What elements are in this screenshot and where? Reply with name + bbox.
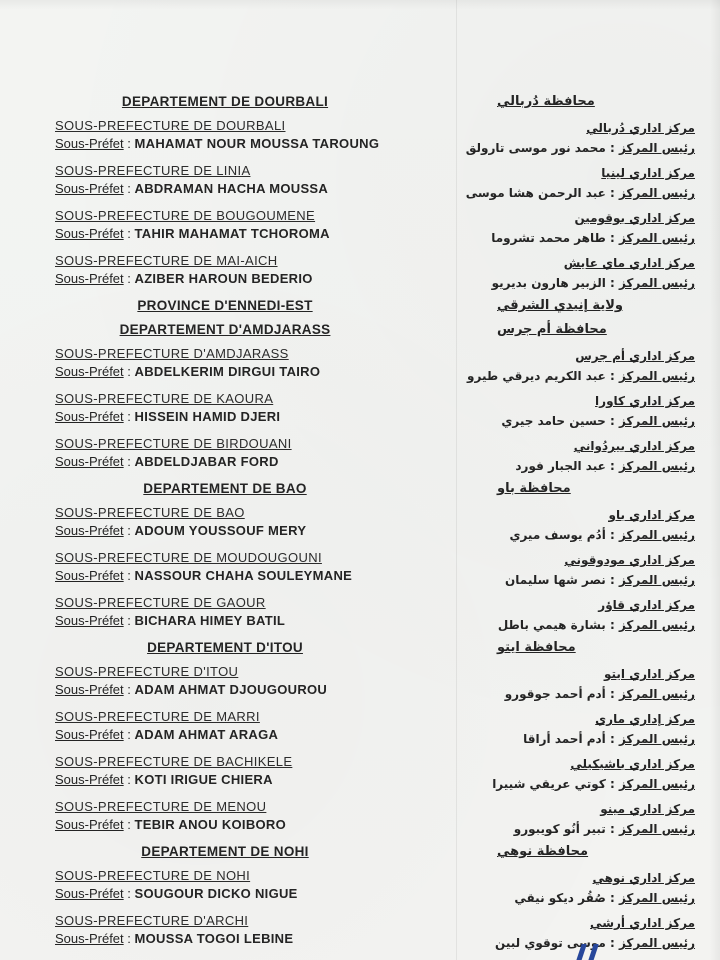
heading-col-ar: [457, 639, 695, 657]
subprefecture-title-fr-text: SOUS-PREFECTURE DE MARRI: [55, 709, 260, 724]
subprefecture-row: [55, 162, 695, 202]
heading-title-ar: [457, 321, 695, 339]
center-head-label-ar: رئيس المركز: [618, 276, 695, 290]
prefect-label-fr: Sous-Préfet: [55, 817, 124, 832]
colon-separator: :: [123, 523, 135, 538]
colon-separator: :: [605, 618, 619, 632]
prefect-name-fr: SOUGOUR DICKO NIGUE: [134, 886, 298, 901]
center-head-line-ar: [457, 139, 695, 157]
subprefecture-title-fr: [55, 207, 457, 225]
colon-separator: :: [605, 141, 619, 155]
colon-separator: :: [605, 276, 619, 290]
prefect-name-fr: ABDRAMAN HACHA MOUSSA: [134, 181, 329, 196]
admin-center-title-ar: [457, 869, 695, 887]
prefect-label-fr: Sous-Préfet: [55, 364, 124, 379]
prefect-name-fr: ABDELDJABAR FORD: [134, 454, 279, 469]
colon-separator: :: [123, 682, 135, 697]
heading-row: [55, 93, 695, 111]
heading-title-fr: [55, 843, 395, 861]
entry-col-fr: [55, 207, 457, 243]
prefect-line-fr: [55, 930, 457, 948]
prefect-line-fr: [55, 522, 457, 540]
admin-center-title-ar: [457, 164, 695, 182]
heading-title-fr: [55, 321, 395, 339]
center-head-line-ar: [457, 571, 695, 589]
subprefecture-title-fr: [55, 912, 457, 930]
center-head-name-ar: طاهر محمد تشروما: [491, 231, 606, 245]
colon-separator: :: [605, 822, 619, 836]
colon-separator: :: [123, 613, 135, 628]
subprefecture-title-fr: [55, 549, 457, 567]
entry-col-ar: [457, 867, 695, 907]
center-head-name-ar: محمد نور موسى تارولق: [465, 141, 606, 155]
subprefecture-row: [55, 345, 695, 385]
heading-col-fr: [55, 321, 457, 339]
entry-col-fr: [55, 435, 457, 471]
center-head-name-ar: كوتي عريقي شييرا: [492, 777, 606, 791]
subprefecture-row: [55, 867, 695, 907]
colon-separator: :: [123, 886, 135, 901]
entry-col-ar: [457, 504, 695, 544]
admin-center-title-ar: [457, 209, 695, 227]
heading-col-fr: [55, 639, 457, 657]
heading-title-fr-text: PROVINCE D'ENNEDI-EST: [137, 298, 313, 313]
center-head-label-ar: رئيس المركز: [618, 528, 695, 542]
subprefecture-row: [55, 252, 695, 292]
colon-separator: :: [605, 414, 619, 428]
heading-title-ar-text: محافظة نوهي: [497, 844, 589, 859]
center-head-name-ar: أدم أحمد أراقا: [523, 732, 606, 746]
subprefecture-row: [55, 798, 695, 838]
heading-col-ar: [457, 843, 695, 861]
subprefecture-title-fr: [55, 252, 457, 270]
prefect-line-fr: [55, 885, 457, 903]
entry-col-ar: [457, 594, 695, 634]
subprefecture-title-fr-text: SOUS-PREFECTURE DE GAOUR: [55, 595, 266, 610]
colon-separator: :: [605, 687, 619, 701]
center-head-name-ar: تبير أنُو كويبورو: [513, 822, 606, 836]
entry-col-ar: [457, 435, 695, 475]
admin-center-title-ar: [457, 506, 695, 524]
admin-center-title-ar: [457, 437, 695, 455]
center-head-line-ar: [457, 889, 695, 907]
heading-title-ar-text: محافظة ايتو: [497, 640, 576, 655]
prefect-name-fr: ADAM AHMAT DJOUGOUROU: [134, 682, 328, 697]
prefect-label-fr: Sous-Préfet: [55, 271, 124, 286]
admin-center-title-ar-text: مركز اداري أرشي: [590, 916, 695, 930]
subprefecture-title-fr-text: SOUS-PREFECTURE DE BIRDOUANI: [55, 436, 292, 451]
entry-col-fr: [55, 549, 457, 585]
entry-col-fr: [55, 117, 457, 153]
subprefecture-row: [55, 504, 695, 544]
subprefecture-title-fr: [55, 867, 457, 885]
admin-center-title-ar-text: مركز اداري باو: [608, 508, 695, 522]
prefect-name-fr: TAHIR MAHAMAT TCHOROMA: [134, 226, 330, 241]
center-head-label-ar: رئيس المركز: [618, 822, 695, 836]
heading-title-fr-text: DEPARTEMENT DE NOHI: [141, 844, 309, 859]
subprefecture-title-fr-text: SOUS-PREFECTURE DE MOUDOUGOUNI: [55, 550, 322, 565]
center-head-label-ar: رئيس المركز: [618, 732, 695, 746]
subprefecture-title-fr: [55, 753, 457, 771]
admin-center-title-ar-text: مركز اداري لينيا: [601, 166, 695, 180]
heading-title-fr-text: DEPARTEMENT DE DOURBALI: [121, 94, 329, 109]
subprefecture-title-fr-text: SOUS-PREFECTURE D'ITOU: [55, 664, 239, 679]
subprefecture-title-fr: [55, 345, 457, 363]
colon-separator: :: [123, 772, 135, 787]
center-head-label-ar: رئيس المركز: [618, 891, 695, 905]
admin-center-title-ar-text: مركز اداري ايتو: [603, 667, 695, 681]
subprefecture-title-fr-text: SOUS-PREFECTURE DE BACHIKELE: [55, 754, 293, 769]
center-head-name-ar: أدُم يوسف ميري: [509, 528, 606, 542]
entry-col-fr: [55, 798, 457, 834]
center-head-label-ar: رئيس المركز: [618, 573, 695, 587]
admin-center-title-ar: [457, 665, 695, 683]
heading-title-ar: [457, 297, 695, 315]
subprefecture-title-fr-text: SOUS-PREFECTURE DE BAO: [55, 505, 245, 520]
prefect-line-fr: [55, 270, 457, 288]
center-head-line-ar: [457, 457, 695, 475]
entry-col-fr: [55, 504, 457, 540]
center-head-name-ar: بشارة هيمي باطل: [497, 618, 606, 632]
subprefecture-title-fr-text: SOUS-PREFECTURE DE NOHI: [55, 868, 251, 883]
blue-ink-mark: [570, 944, 604, 960]
heading-title-ar-text: محافظة باو: [497, 481, 571, 496]
center-head-label-ar: رئيس المركز: [618, 369, 695, 383]
prefect-line-fr: [55, 612, 457, 630]
heading-col-fr: [55, 297, 457, 315]
admin-center-title-ar: [457, 119, 695, 137]
subprefecture-title-fr: [55, 435, 457, 453]
center-head-name-ar: موسى توقوي لبين: [495, 936, 606, 950]
prefect-label-fr: Sous-Préfet: [55, 226, 124, 241]
entry-col-fr: [55, 594, 457, 630]
colon-separator: :: [123, 409, 135, 424]
center-head-label-ar: رئيس المركز: [618, 414, 695, 428]
colon-separator: :: [605, 936, 619, 950]
colon-separator: :: [605, 231, 619, 245]
entry-col-ar: [457, 345, 695, 385]
prefect-name-fr: ADAM AHMAT ARAGA: [134, 727, 279, 742]
center-head-line-ar: [457, 730, 695, 748]
prefect-name-fr: ADOUM YOUSSOUF MERY: [134, 523, 307, 538]
center-head-label-ar: رئيس المركز: [618, 936, 695, 950]
prefect-name-fr: TEBIR ANOU KOIBORO: [134, 817, 287, 832]
scan-edge-shadow: [710, 0, 720, 960]
admin-center-title-ar-text: مركز إداري ماري: [595, 712, 695, 726]
admin-center-title-ar-text: مركز اداري قاؤر: [598, 598, 695, 612]
prefect-label-fr: Sous-Préfet: [55, 523, 124, 538]
admin-center-title-ar-text: مركز اداري مينو: [600, 802, 695, 816]
entry-col-ar: [457, 117, 695, 157]
entry-col-fr: [55, 708, 457, 744]
entry-col-ar: [457, 252, 695, 292]
heading-row: [55, 297, 695, 315]
prefect-label-fr: Sous-Préfet: [55, 931, 124, 946]
admin-center-title-ar: [457, 710, 695, 728]
subprefecture-row: [55, 708, 695, 748]
colon-separator: :: [123, 136, 135, 151]
center-head-label-ar: رئيس المركز: [618, 618, 695, 632]
heading-col-ar: [457, 321, 695, 339]
heading-title-fr: [55, 480, 395, 498]
colon-separator: :: [605, 573, 619, 587]
heading-col-ar: [457, 297, 695, 315]
subprefecture-title-fr: [55, 594, 457, 612]
prefect-name-fr: ABDELKERIM DIRGUI TAIRO: [134, 364, 321, 379]
admin-center-title-ar: [457, 254, 695, 272]
admin-center-title-ar-text: مركز اداري أم جرس: [575, 349, 695, 363]
colon-separator: :: [605, 891, 619, 905]
prefect-label-fr: Sous-Préfet: [55, 727, 124, 742]
entry-col-fr: [55, 390, 457, 426]
center-head-name-ar: الزبير هارون بديريو: [491, 276, 606, 290]
prefect-label-fr: Sous-Préfet: [55, 409, 124, 424]
entry-col-ar: [457, 708, 695, 748]
admin-center-title-ar-text: مركز اداري بيردُواني: [573, 439, 695, 453]
center-head-label-ar: رئيس المركز: [618, 186, 695, 200]
heading-title-ar: [457, 93, 695, 111]
prefect-name-fr: MOUSSA TOGOI LEBINE: [134, 931, 294, 946]
subprefecture-title-fr: [55, 504, 457, 522]
prefect-line-fr: [55, 180, 457, 198]
scan-top-shadow: [0, 0, 720, 10]
heading-col-ar: [457, 93, 695, 111]
subprefecture-row: [55, 435, 695, 475]
center-head-name-ar: أدم أحمد جوقورو: [504, 687, 606, 701]
entry-col-ar: [457, 663, 695, 703]
colon-separator: :: [123, 181, 135, 196]
subprefecture-row: [55, 549, 695, 589]
colon-separator: :: [605, 732, 619, 746]
prefect-line-fr: [55, 726, 457, 744]
admin-center-title-ar-text: مركز اداري باشيكيلي: [570, 757, 695, 771]
center-head-line-ar: [457, 526, 695, 544]
subprefecture-title-fr: [55, 663, 457, 681]
heading-col-ar: [457, 480, 695, 498]
center-head-line-ar: [457, 367, 695, 385]
heading-title-ar-text: ولاية إنيدي الشرقي: [497, 298, 623, 313]
entry-col-ar: [457, 753, 695, 793]
prefect-name-fr: AZIBER HAROUN BEDERIO: [134, 271, 313, 286]
prefect-line-fr: [55, 135, 457, 153]
entry-col-ar: [457, 162, 695, 202]
prefect-name-fr: KOTI IRIGUE CHIERA: [134, 772, 273, 787]
prefect-line-fr: [55, 363, 457, 381]
entry-col-ar: [457, 549, 695, 589]
center-head-name-ar: عبد الكريم ديرقي طيرو: [467, 369, 606, 383]
center-head-line-ar: [457, 274, 695, 292]
center-head-line-ar: [457, 412, 695, 430]
heading-title-ar: [457, 639, 695, 657]
prefect-line-fr: [55, 771, 457, 789]
prefect-line-fr: [55, 567, 457, 585]
document-body: [55, 92, 695, 957]
prefect-label-fr: Sous-Préfet: [55, 772, 124, 787]
center-head-name-ar: نصر شها سليمان: [505, 573, 606, 587]
admin-center-title-ar-text: مركز اداري مودوقوني: [564, 553, 695, 567]
center-head-line-ar: [457, 685, 695, 703]
center-head-line-ar: [457, 616, 695, 634]
subprefecture-title-fr-text: SOUS-PREFECTURE DE BOUGOUMENE: [55, 208, 316, 223]
colon-separator: :: [123, 454, 135, 469]
entry-col-fr: [55, 252, 457, 288]
prefect-line-fr: [55, 225, 457, 243]
entry-col-fr: [55, 753, 457, 789]
admin-center-title-ar: [457, 551, 695, 569]
center-head-line-ar: [457, 229, 695, 247]
subprefecture-title-fr-text: SOUS-PREFECTURE DE DOURBALI: [55, 118, 286, 133]
admin-center-title-ar-text: مركز اداري نوهي: [592, 871, 695, 885]
heading-title-ar: [457, 480, 695, 498]
colon-separator: :: [123, 817, 135, 832]
prefect-line-fr: [55, 816, 457, 834]
center-head-line-ar: [457, 775, 695, 793]
entry-col-fr: [55, 345, 457, 381]
subprefecture-title-fr: [55, 390, 457, 408]
heading-row: [55, 480, 695, 498]
prefect-label-fr: Sous-Préfet: [55, 613, 124, 628]
center-head-name-ar: عبد الرحمن هشا موسى: [465, 186, 606, 200]
colon-separator: :: [123, 931, 135, 946]
subprefecture-title-fr: [55, 708, 457, 726]
prefect-label-fr: Sous-Préfet: [55, 136, 124, 151]
colon-separator: :: [123, 568, 135, 583]
prefect-name-fr: NASSOUR CHAHA SOULEYMANE: [134, 568, 353, 583]
entry-col-fr: [55, 162, 457, 198]
subprefecture-title-fr: [55, 798, 457, 816]
center-head-name-ar: حسين حامد جيري: [501, 414, 606, 428]
heading-title-fr: [55, 297, 395, 315]
prefect-line-fr: [55, 453, 457, 471]
entry-col-ar: [457, 798, 695, 838]
subprefecture-row: [55, 390, 695, 430]
prefect-name-fr: BICHARA HIMEY BATIL: [134, 613, 286, 628]
colon-separator: :: [123, 364, 135, 379]
subprefecture-title-fr-text: SOUS-PREFECTURE D'ARCHI: [55, 913, 249, 928]
heading-title-fr: [55, 93, 395, 111]
admin-center-title-ar: [457, 347, 695, 365]
entry-col-ar: [457, 207, 695, 247]
entry-col-fr: [55, 912, 457, 948]
colon-separator: :: [605, 369, 619, 383]
entry-col-fr: [55, 867, 457, 903]
entry-col-fr: [55, 663, 457, 699]
subprefecture-title-fr-text: SOUS-PREFECTURE DE MAI-AICH: [55, 253, 278, 268]
heading-title-fr-text: DEPARTEMENT D'AMDJARASS: [119, 322, 331, 337]
heading-title-fr-text: DEPARTEMENT D'ITOU: [147, 640, 303, 655]
admin-center-title-ar-text: مركز اداري دُربالي: [586, 121, 695, 135]
admin-center-title-ar: [457, 755, 695, 773]
prefect-label-fr: Sous-Préfet: [55, 454, 124, 469]
heading-title-ar-text: محافظة أم جرس: [497, 322, 607, 337]
colon-separator: :: [123, 226, 135, 241]
admin-center-title-ar: [457, 596, 695, 614]
center-head-name-ar: عبد الجبار فورد: [515, 459, 606, 473]
subprefecture-row: [55, 117, 695, 157]
admin-center-title-ar-text: مركز اداري بوقومين: [574, 211, 695, 225]
subprefecture-title-fr-text: SOUS-PREFECTURE DE MENOU: [55, 799, 267, 814]
admin-center-title-ar: [457, 800, 695, 818]
admin-center-title-ar: [457, 914, 695, 932]
subprefecture-row: [55, 663, 695, 703]
admin-center-title-ar: [457, 392, 695, 410]
subprefecture-title-fr-text: SOUS-PREFECTURE DE KAOURA: [55, 391, 274, 406]
subprefecture-title-fr: [55, 162, 457, 180]
center-head-line-ar: [457, 184, 695, 202]
subprefecture-title-fr-text: SOUS-PREFECTURE DE LINIA: [55, 163, 251, 178]
subprefecture-row: [55, 594, 695, 634]
center-head-line-ar: [457, 820, 695, 838]
center-head-label-ar: رئيس المركز: [618, 777, 695, 791]
center-head-name-ar: صُقُر ديكو نيقي: [514, 891, 606, 905]
center-head-label-ar: رئيس المركز: [618, 687, 695, 701]
prefect-name-fr: MAHAMAT NOUR MOUSSA TAROUNG: [134, 136, 380, 151]
heading-title-fr-text: DEPARTEMENT DE BAO: [143, 481, 307, 496]
center-head-label-ar: رئيس المركز: [618, 459, 695, 473]
center-head-label-ar: رئيس المركز: [618, 231, 695, 245]
subprefecture-row: [55, 207, 695, 247]
colon-separator: :: [605, 777, 619, 791]
colon-separator: :: [605, 459, 619, 473]
heading-row: [55, 843, 695, 861]
heading-row: [55, 321, 695, 339]
colon-separator: :: [605, 528, 619, 542]
heading-title-ar: [457, 843, 695, 861]
prefect-label-fr: Sous-Préfet: [55, 682, 124, 697]
heading-row: [55, 639, 695, 657]
prefect-name-fr: HISSEIN HAMID DJERI: [134, 409, 281, 424]
admin-center-title-ar-text: مركز اداري ماي عايش: [563, 256, 695, 270]
subprefecture-title-fr: [55, 117, 457, 135]
prefect-label-fr: Sous-Préfet: [55, 181, 124, 196]
colon-separator: :: [123, 271, 135, 286]
heading-col-fr: [55, 93, 457, 111]
prefect-line-fr: [55, 408, 457, 426]
subprefecture-row: [55, 753, 695, 793]
heading-title-ar-text: محافظة دُربالي: [497, 94, 595, 109]
prefect-line-fr: [55, 681, 457, 699]
heading-col-fr: [55, 843, 457, 861]
colon-separator: :: [605, 186, 619, 200]
prefect-label-fr: Sous-Préfet: [55, 886, 124, 901]
center-head-label-ar: رئيس المركز: [618, 141, 695, 155]
entry-col-ar: [457, 390, 695, 430]
heading-title-fr: [55, 639, 395, 657]
heading-col-fr: [55, 480, 457, 498]
subprefecture-title-fr-text: SOUS-PREFECTURE D'AMDJARASS: [55, 346, 289, 361]
admin-center-title-ar-text: مركز اداري كاورا: [595, 394, 695, 408]
colon-separator: :: [123, 727, 135, 742]
prefect-label-fr: Sous-Préfet: [55, 568, 124, 583]
